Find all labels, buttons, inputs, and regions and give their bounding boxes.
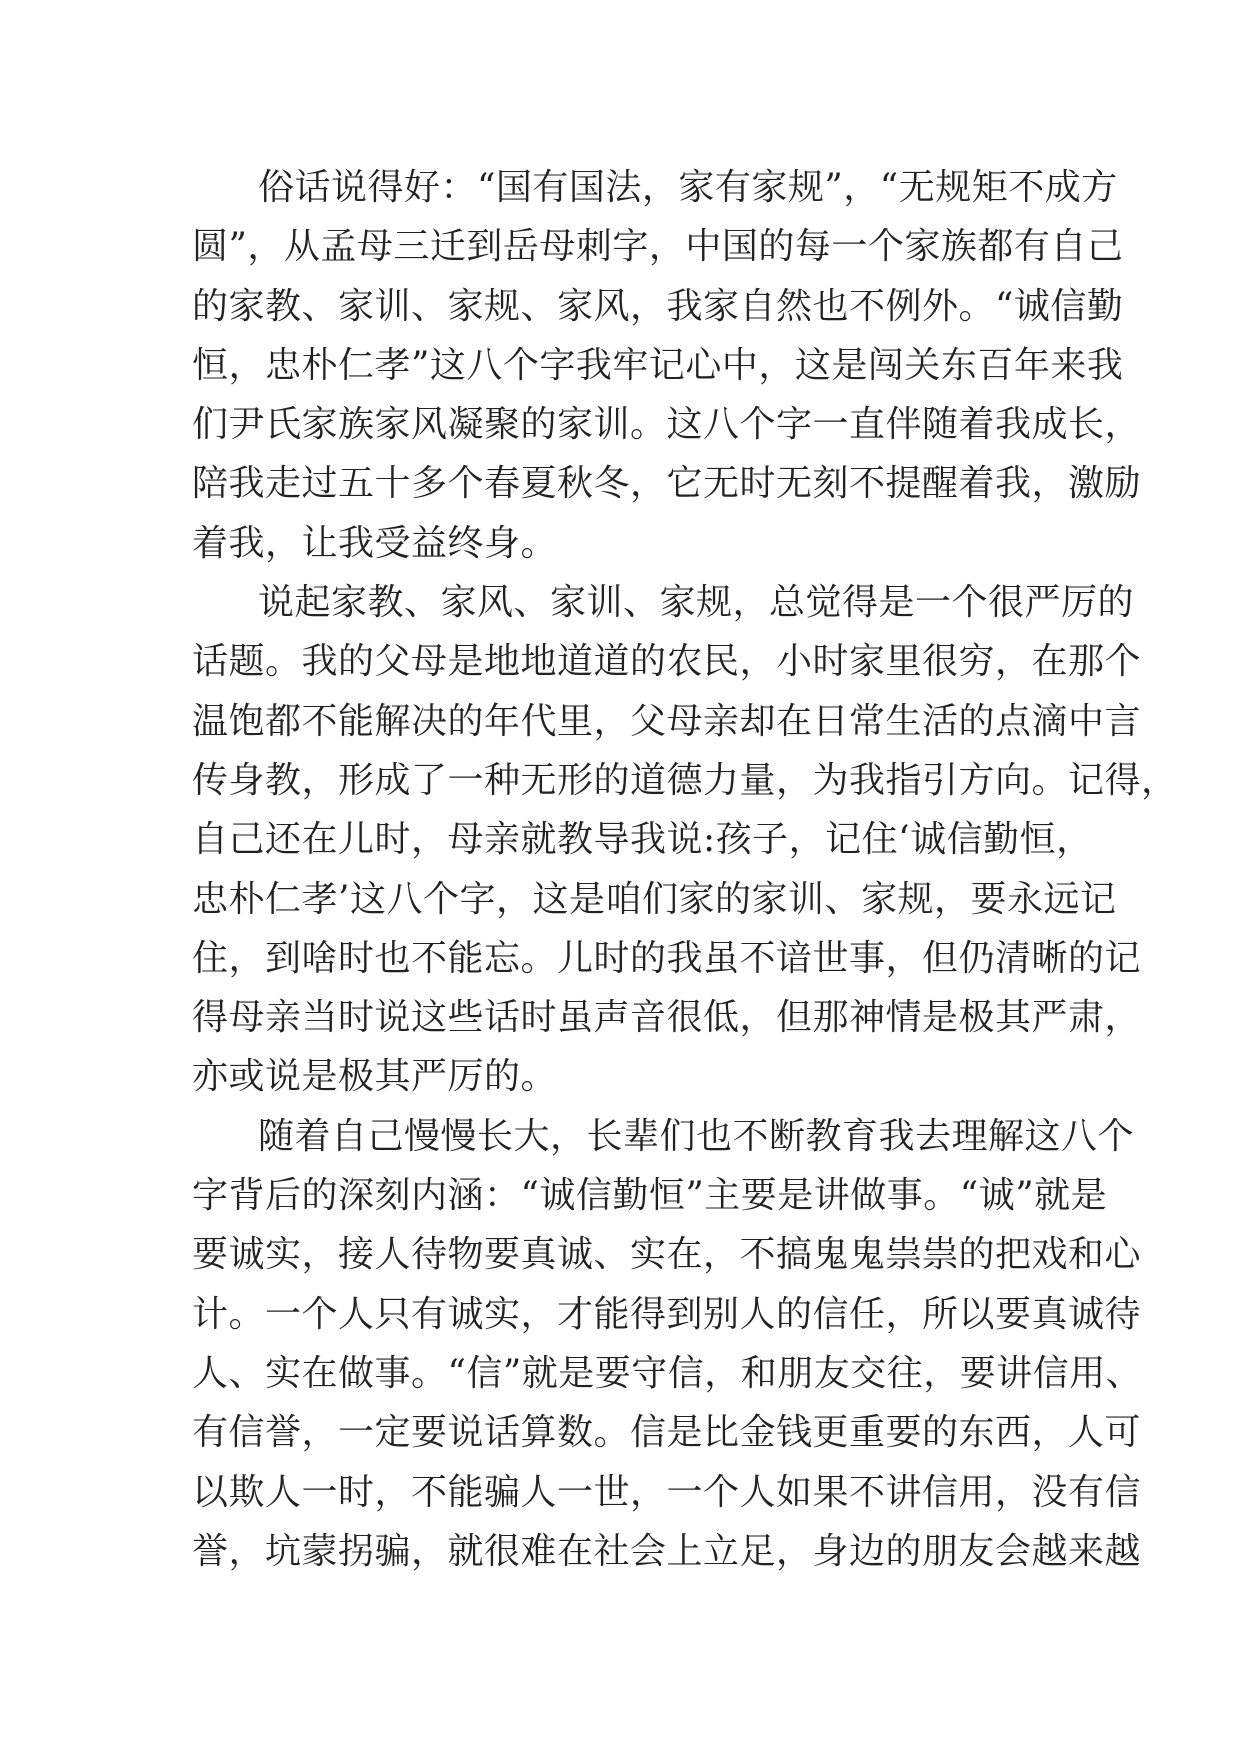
text-line: 有信誉，一定要说话算数。信是比金钱更重要的东西，人可	[192, 1412, 1142, 1454]
text-line: 着我，让我受益终身。	[192, 522, 558, 564]
text-line: 人、实在做事。“信”就是要守信，和朋友交往，要讲信用、	[192, 1352, 1143, 1394]
text-line: 字背后的深刻内涵：“诚信勤恒”主要是讲做事。“诚”就是	[192, 1175, 1108, 1217]
text-line: 传身教，形成了一种无形的道德力量，为我指引方向。记得，	[192, 759, 1178, 801]
text-line: 住，到啥时也不能忘。儿时的我虽不谙世事，但仍清晰的记	[192, 937, 1142, 979]
text-line: 说起家教、家风、家训、家规，总觉得是一个很严厉的	[258, 582, 1135, 624]
text-line: 陪我走过五十多个春夏秋冬，它无时无刻不提醒着我，激励	[192, 463, 1142, 505]
body-text	[192, 158, 1178, 1581]
text-line: 的家教、家训、家规、家风，我家自然也不例外。“诚信勤	[192, 285, 1124, 327]
text-line: 要诚实，接人待物要真诚、实在，不搞鬼鬼祟祟的把戏和心	[192, 1234, 1142, 1276]
text-line: 誉，坑蒙拐骗，就很难在社会上立足，身边的朋友会越来越	[192, 1530, 1142, 1572]
text-line: 们尹氏家族家风凝聚的家训。这八个字一直伴随着我成长，	[192, 404, 1142, 446]
text-line: 俗话说得好：“国有国法，家有家规”，“无规矩不成方	[258, 167, 1118, 208]
text-line: 得母亲当时说这些话时虽声音很低，但那神情是极其严肃，	[192, 997, 1142, 1039]
text-line: 计。一个人只有诚实，才能得到别人的信任，所以要真诚待	[192, 1293, 1142, 1335]
text-line: 话题。我的父母是地地道道的农民，小时家里很穷，在那个	[192, 641, 1142, 683]
text-line: 亦或说是极其严厉的。	[192, 1056, 558, 1098]
text-line: 温饱都不能解决的年代里，父母亲却在日常生活的点滴中言	[192, 700, 1142, 742]
text-line: 圆”，从孟母三迁到岳母刺字，中国的每一个家族都有自己	[192, 226, 1124, 268]
text-line: 以欺人一时，不能骗人一世，一个人如果不讲信用，没有信	[192, 1471, 1142, 1513]
text-line: 忠朴仁孝’这八个字，这是咱们家的家训、家规，要永远记	[192, 878, 1117, 920]
text-line: 自己还在儿时，母亲就教导我说:孩子，记住‘诚信勤恒，	[192, 819, 1093, 861]
text-line: 随着自己慢慢长大，长辈们也不断教育我去理解这八个	[258, 1115, 1135, 1157]
text-line: 恒，忠朴仁孝”这八个字我牢记心中，这是闯关东百年来我	[192, 344, 1124, 386]
